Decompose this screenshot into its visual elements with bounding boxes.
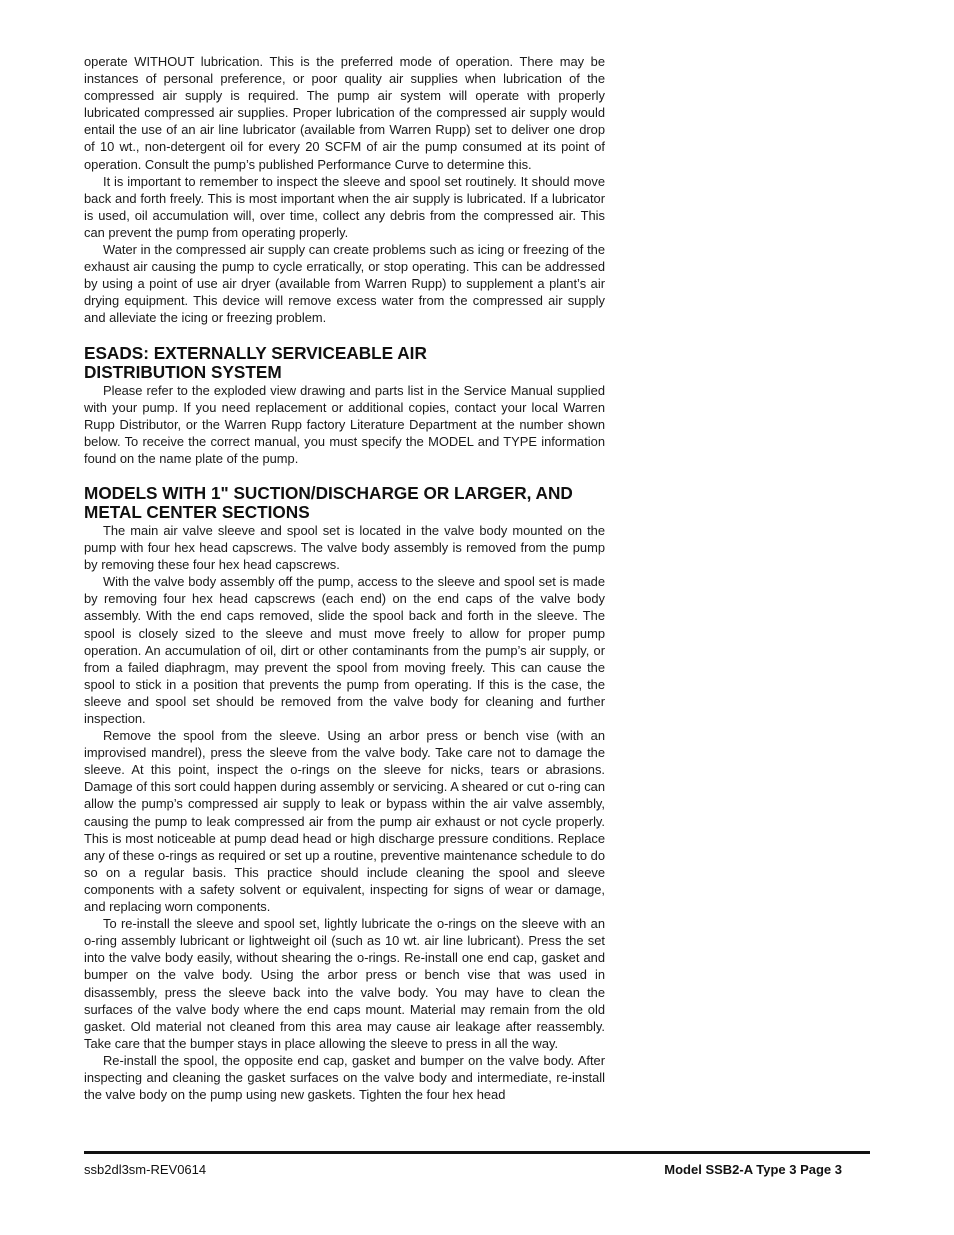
- heading-esads-line2: DISTRIBUTION SYSTEM: [84, 361, 282, 382]
- paragraph-reinstall-sleeve: To re-install the sleeve and spool set, lightly lubricate the o-rings on the sleeve with an o-ring assembly lubricant or lightweight oil (such as 10 wt. air line lubricant). Press the set into the valve body easily, without shearing the o-rings. Re-install one end cap, gasket and bumper on the valve body. Using the arbor press or bench vise that was used in disassembly, press the sleeve back into the valve body. You may have to clean the surfaces of the valve body where the end caps mount. Material may remain from the old gasket. Old material not cleaned from this area may cause air leakage after reassembly. Take care that the bumper stays in place allowing the sleeve to press in all the way.: [84, 916, 605, 1051]
- text-column: [84, 53, 605, 1103]
- heading-models: [84, 484, 605, 522]
- heading-esads-line1: ESADS: EXTERNALLY SERVICEABLE AIR: [84, 342, 427, 363]
- footer-model-page: Model SSB2-A Type 3 Page 3: [664, 1162, 842, 1177]
- footer-doc-code: ssb2dl3sm-REV0614: [84, 1162, 207, 1177]
- paragraph-esads: Please refer to the exploded view drawing and parts list in the Service Manual supplied with your pump. If you need replacement or additional copies, contact your local Warren Rupp Distributor, or the Warren Rupp factory Literature Department at the number shown below. To receive the correct manual, you must specify the MODEL and TYPE information found on the name plate of the pump.: [84, 382, 605, 466]
- paragraph-inspect-spool: It is important to remember to inspect the sleeve and spool set routinely. It should move back and forth freely. This is most important when the air supply is lubricated. If a lubricator is used, oil accumulation will, over time, collect any debris from the compressed air. This can prevent the pump from operating properly.: [84, 173, 605, 240]
- footer-rule: [84, 1151, 870, 1154]
- heading-esads: [84, 344, 605, 382]
- paragraph-valve-location: The main air valve sleeve and spool set is located in the valve body mounted on the pump with four hex head capscrews. The valve body assembly is removed from the pump by removing these four hex head capscrews.: [84, 522, 605, 573]
- heading-models-line2: METAL CENTER SECTIONS: [84, 501, 310, 522]
- paragraph-lubrication: operate WITHOUT lubrication. This is the preferred mode of operation. There may be instances of personal preference, or poor quality air supplies when lubrication of the compressed air supply is required. The pump air system will operate with properly lubricated compressed air supplies. Proper lubrication of the compressed air supply would entail the use of an air line lubricator (available from Warren Rupp) set to deliver one drop of 10 wt., non-detergent oil for every 20 SCFM of air the pump consumed at its point of operation. Consult the pump’s published Performance Curve to determine this.: [84, 54, 605, 172]
- paragraph-reinstall-spool: Re-install the spool, the opposite end cap, gasket and bumper on the valve body. After inspecting and cleaning the gasket surfaces on the valve body and intermediate, re-install the valve body on the pump using new gaskets. Tighten the four hex head: [84, 1052, 605, 1103]
- heading-models-line1: MODELS WITH 1" SUCTION/DISCHARGE OR LARGER, AND: [84, 482, 573, 503]
- paragraph-remove-spool: Remove the spool from the sleeve. Using an arbor press or bench vise (with an improvised mandrel), press the sleeve from the valve body. Take care not to damage the sleeve. At this point, inspect the o-rings on the sleeve for nicks, tears or abrasions. Damage of this sort could happen during assembly or servicing. A sheared or cut o-ring can allow the pump’s compressed air supply to leak or bypass within the air valve assembly, causing the pump to leak compressed air from the pump air exhaust or not cycle properly. This is most noticeable at pump dead head or high discharge pressure conditions. Replace any of these o-rings as required or set up a routine, preventive maintenance schedule to do so on a regular basis. This practice should include cleaning the spool and sleeve components with a safety solvent or equivalent, inspecting for signs of wear or damage, and replacing worn components.: [84, 728, 605, 915]
- paragraph-sleeve-access: With the valve body assembly off the pump, access to the sleeve and spool set is made by removing four hex head capscrews (each end) on the end caps of the valve body assembly. With the end caps removed, slide the spool back and forth in the sleeve. The spool is closely sized to the sleeve and must move freely to allow for proper pump operation. An accumulation of oil, dirt or other contaminants from the pump’s air supply, or from a failed diaphragm, may prevent the spool from moving freely. This can cause the spool to stick in a position that prevents the pump from operating. If this is the case, the sleeve and spool set should be removed from the valve body for cleaning and further inspection.: [84, 574, 605, 726]
- paragraph-water: Water in the compressed air supply can create problems such as icing or freezing of the exhaust air causing the pump to cycle erratically, or stop operating. This can be addressed by using a point of use air dryer (available from Warren Rupp) to supplement a plant’s air drying equipment. This device will remove excess water from the compressed air supply and alleviate the icing or freezing problem.: [84, 242, 605, 326]
